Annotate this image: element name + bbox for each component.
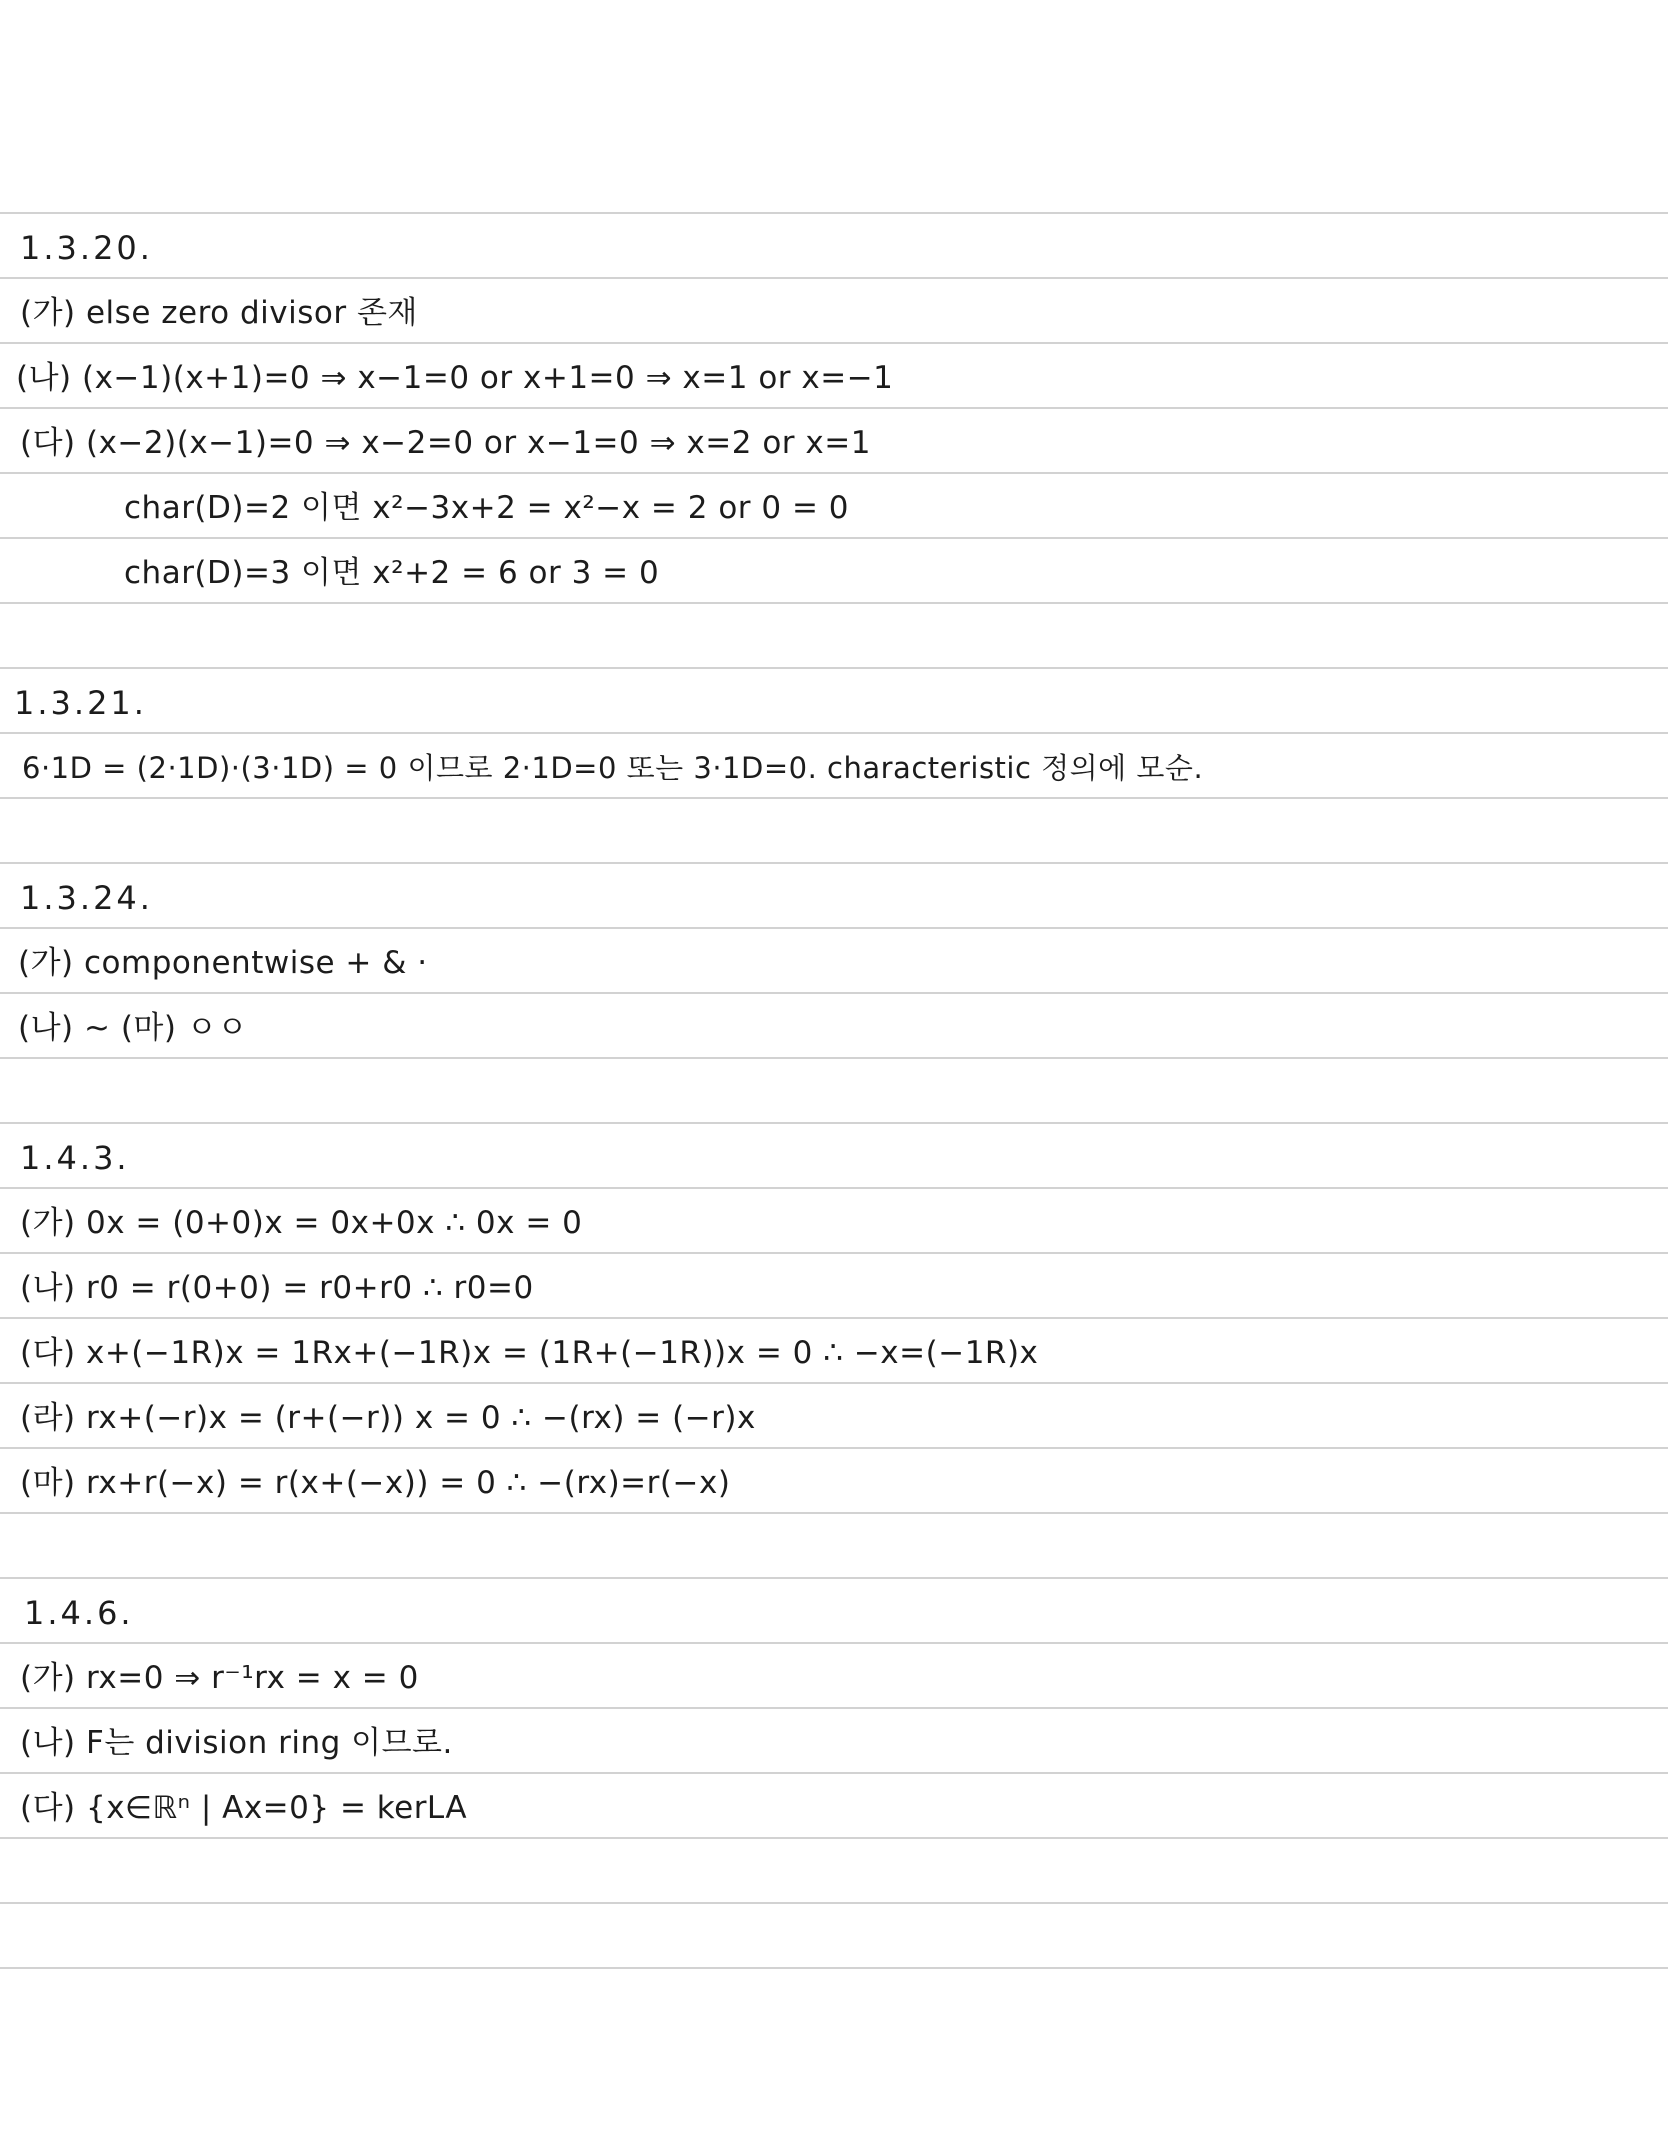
section-heading: 1.3.24. xyxy=(20,879,153,917)
note-line: (다) {x∈ℝⁿ | Ax=0} = kerLA xyxy=(20,1790,468,1826)
note-line: (마) rx+r(−x) = r(x+(−x)) = 0 ∴ −(rx)=r(−x) xyxy=(20,1465,731,1501)
section-heading: 1.3.20. xyxy=(20,229,153,267)
note-line: (라) rx+(−r)x = (r+(−r)) x = 0 ∴ −(rx) = (−r)x xyxy=(20,1400,756,1436)
note-line: char(D)=2 이면 x²−3x+2 = x²−x = 2 or 0 = 0 xyxy=(124,490,850,526)
note-line: (가) else zero divisor 존재 xyxy=(20,295,418,331)
note-line: (나) F는 division ring 이므로. xyxy=(20,1725,453,1761)
note-line: (가) 0x = (0+0)x = 0x+0x ∴ 0x = 0 xyxy=(20,1205,583,1241)
note-line: (나) ~ (마) ㅇㅇ xyxy=(18,1010,248,1046)
note-line: (나) r0 = r(0+0) = r0+r0 ∴ r0=0 xyxy=(20,1270,534,1306)
note-line: (나) (x−1)(x+1)=0 ⇒ x−1=0 or x+1=0 ⇒ x=1 or x=−1 xyxy=(16,360,894,396)
section-heading: 1.4.3. xyxy=(20,1139,130,1177)
note-line: (다) (x−2)(x−1)=0 ⇒ x−2=0 or x−1=0 ⇒ x=2 or x=1 xyxy=(20,425,871,461)
note-line: (다) x+(−1R)x = 1Rx+(−1R)x = (1R+(−1R))x = 0 ∴ −x=(−1R)x xyxy=(20,1335,1039,1371)
section-heading: 1.4.6. xyxy=(24,1594,134,1632)
note-line: 6·1D = (2·1D)·(3·1D) = 0 이므로 2·1D=0 또는 3·1D=0. characteristic 정의에 모순. xyxy=(22,751,1204,785)
note-line: (가) componentwise + & · xyxy=(18,945,428,981)
note-line: (가) rx=0 ⇒ r⁻¹rx = x = 0 xyxy=(20,1660,419,1696)
section-heading: 1.3.21. xyxy=(14,684,147,722)
note-line: char(D)=3 이면 x²+2 = 6 or 3 = 0 xyxy=(124,555,660,591)
